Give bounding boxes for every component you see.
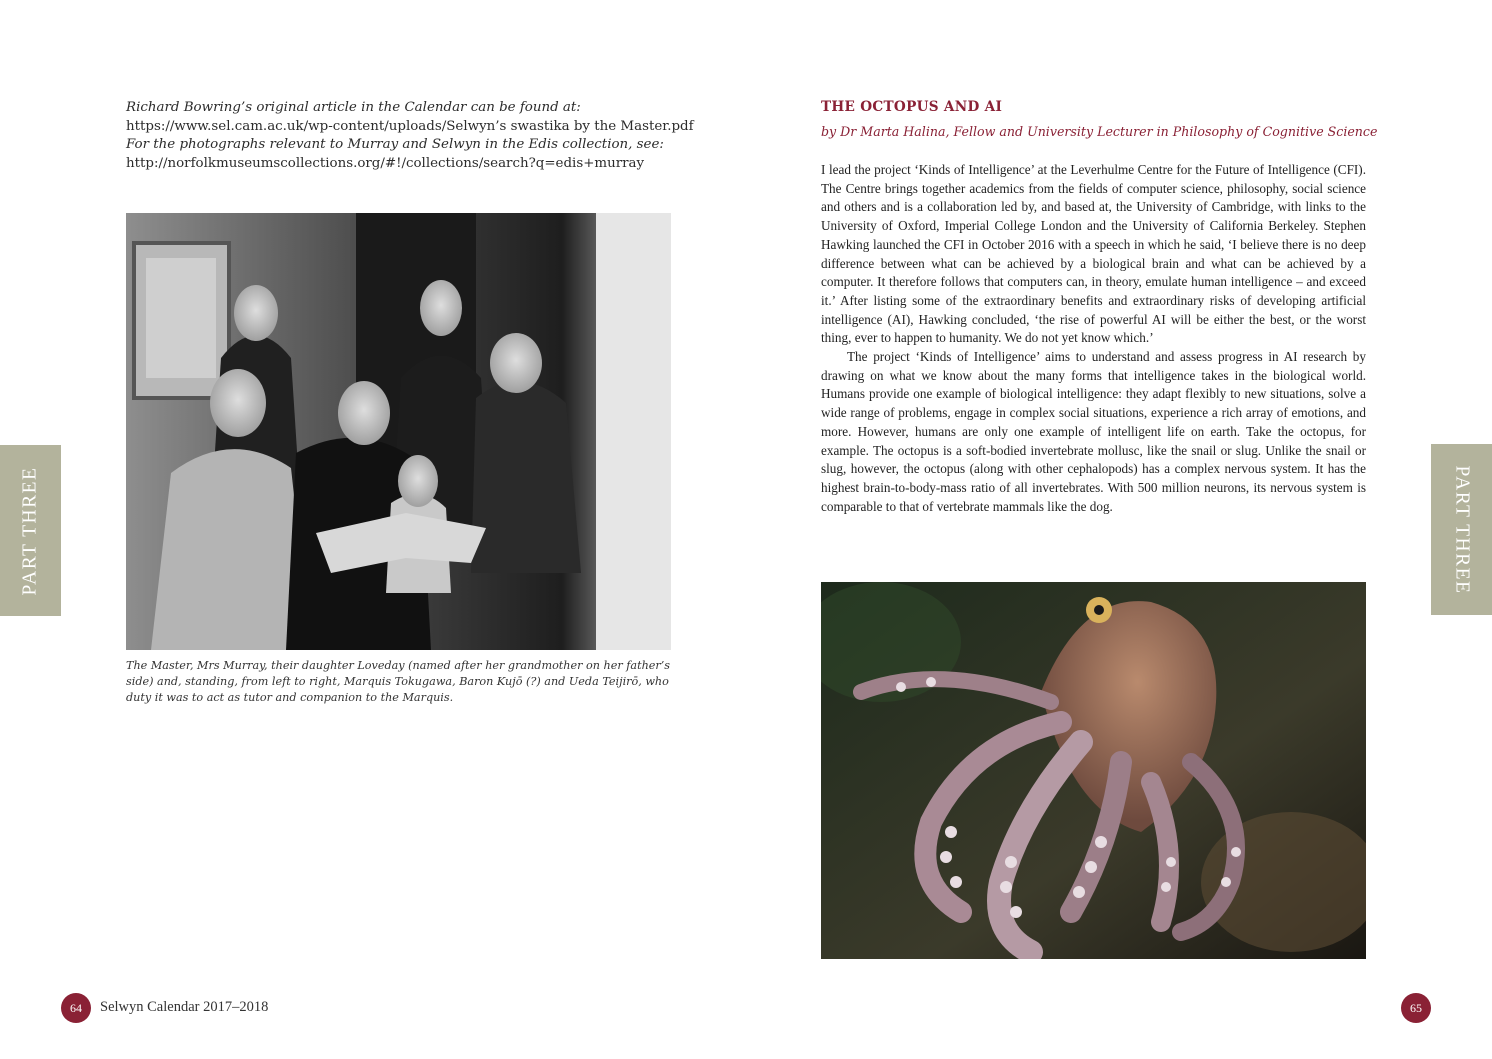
page-number-right: 65 bbox=[1401, 993, 1431, 1023]
intro-line: Richard Bowring’s original article in the Calendar can be found at: bbox=[126, 100, 581, 115]
part-three-tab-left bbox=[0, 445, 61, 616]
article-byline: by Dr Marta Halina, Fellow and University Lecturer in Philosophy of Cognitive Science bbox=[821, 124, 1378, 139]
side-tab-label: PART THREE bbox=[19, 466, 41, 595]
article-title: THE OCTOPUS AND AI bbox=[821, 99, 1003, 115]
paragraph: The project ‘Kinds of Intelligence’ aims to understand and assess progress in AI research by drawing on what we know about the many forms that intelligence takes in the biological world. Humans provide one example of biological intelligence: they adapt flexibly to new situations, solve a wide range of problems, engage in complex social situations, experience a rich array of emotions, and more. However, humans are only one example of intelligent life on earth. Take the octopus, for example. The octopus is a soft-bodied invertebrate mollusc, like the snail or slug. Unlike the snail or slug, however, the octopus (along with other cephalopods) has a complex nervous system. It has the highest brain-to-body-mass ratio of all invertebrates. With 500 million neurons, its nervous system is comparable to that of vertebrate mammals like the dog. bbox=[821, 349, 1366, 514]
family-photograph bbox=[126, 213, 671, 650]
article-url-link[interactable]: https://www.sel.cam.ac.uk/wp-content/uploads/Selwyn’s swastika by the Master.pdf bbox=[126, 118, 694, 134]
octopus-photograph bbox=[821, 582, 1366, 959]
page-number-left: 64 bbox=[61, 993, 91, 1023]
footer-title: Selwyn Calendar 2017–2018 bbox=[100, 999, 269, 1015]
part-three-tab-right bbox=[1431, 444, 1492, 615]
collection-url-link[interactable]: http://norfolkmuseumscollections.org/#!/collections/search?q=edis+murray bbox=[126, 155, 645, 171]
side-tab-label: PART THREE bbox=[1451, 465, 1473, 594]
paragraph: I lead the project ‘Kinds of Intelligence’ at the Leverhulme Centre for the Future of Intelligence (CFI). The Centre brings together academics from the fields of computer science, philosophy, social science and others and is a collaboration led by, and based at, the University of Cambridge, with links to the University of Oxford, Imperial College London and the University of California Berkeley. Stephen Hawking launched the CFI in October 2016 with a speech in which he said, ‘I believe there is no deep difference between what can be achieved by a biological brain and what can be achieved by a computer. It therefore follows that computers can, in theory, emulate human intelligence – and exceed it.’ After listing some of the extraordinary benefits and extraordinary risks of developing artificial intelligence (AI), Hawking concluded, ‘the rise of powerful AI will be either the best, or the worst thing, ever to happen to humanity. We do not yet know which.’ bbox=[821, 162, 1366, 346]
intro-links bbox=[126, 99, 694, 173]
intro-line: For the photographs relevant to Murray and Selwyn in the Edis collection, see: bbox=[126, 137, 664, 153]
photo-caption: The Master, Mrs Murray, their daughter Loveday (named after her grandmother on her father’s side) and, standing, from left to right, Marquis Tokugawa, Baron Kujō (?) and Ueda Teijirō, who duty it was to act as tutor and companion to the Marquis. bbox=[126, 659, 671, 705]
article-body bbox=[821, 161, 1366, 516]
